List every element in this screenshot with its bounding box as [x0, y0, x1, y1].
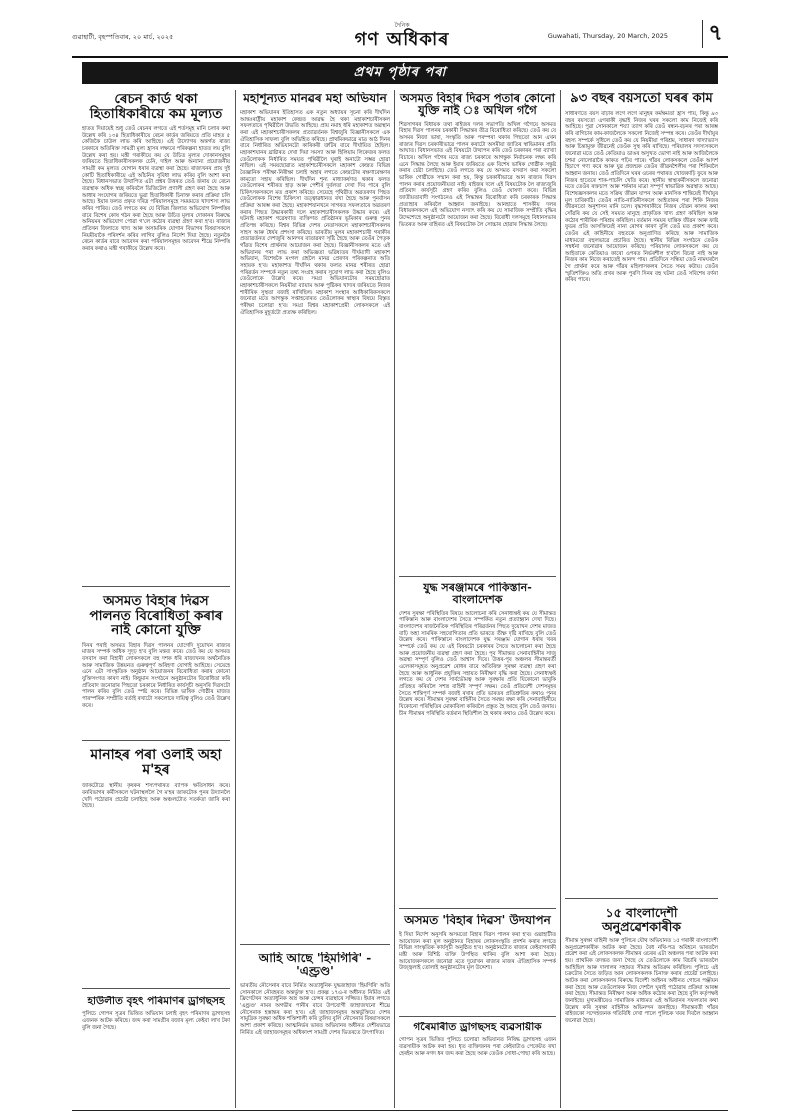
column-divider	[235, 90, 236, 1108]
logo-small-text: দৈনিক	[394, 22, 410, 29]
article-body: শিৱসাগৰৰ বিধায়ক তথা ৰাইজৰ দলৰ সভাপতি অখিল গগৈয়ে অসমত বিহাৰ দিৱস পালনৰ চৰকাৰী সিদ্ধান্তৰ তীব্ৰ বিৰোধিতা কৰিছে। তেওঁ কয় যে অসমৰ নিজা ভাষা, সংস্কৃতি আৰু পৰম্পৰা থকাৰ পিছতো আন এখন ৰাজ্যৰ দিৱস চৰকাৰীভাৱে পালন কৰাটো অসমীয়া জাতিৰ স্বাভিমানৰ প্ৰতি আঘাত। বিধানসভাত এই বিষয়টো উত্থাপন কৰি তেওঁ চৰকাৰৰ পৰা ব্যাখ্যা বিচাৰে। অখিল গগৈৰ মতে ৰাজ্য চৰকাৰে আগন্তুক নিৰ্বাচনক লক্ষ্য কৰি এনে সিদ্ধান্ত লৈছে আৰু ইয়াৰ জৰিয়তে এক বিশেষ ভাষিক গোষ্ঠীক সন্তুষ্ট কৰাৰ চেষ্টা চলাইছে। তেওঁ লগতে কয় যে অসমত বসবাস কৰা সকলো ভাষিক গোষ্ঠীকে সন্মান কৰা হয়, কিন্তু চৰকাৰীভাৱে আন ৰাজ্যৰ দিৱস পালন কৰাৰ প্ৰয়োজনীয়তা নাই। ৰাইজৰ দলে এই বিষয়টোক লৈ ৰাজ্যজুৰি প্ৰতিবাদ কাৰ্যসূচী গ্ৰহণ কৰিব বুলিও তেওঁ ঘোষণা কৰে। বিভিন্ন জাতীয়তাবাদী সংগঠনেও এই সিদ্ধান্তৰ বিৰোধিতা কৰি চৰকাৰক সিদ্ধান্ত প্ৰত্যাহাৰ কৰিবলৈ আহ্বান জনাইছে। আনহাতে শাসকীয় দলৰ বিধায়কসকলে এই অভিযোগ নস্যাৎ কৰি কয় যে সামাজিক সম্প্ৰীতি বৃদ্ধিৰ উদ্দেশ্যেহে অনুষ্ঠানটো আয়োজন কৰা হৈছে। বিৰোধী দলসমূহে বিধানসভাৰ ভিতৰত আৰু বাহিৰত এই বিষয়টোক লৈ সোচ্চাৰ হোৱাৰ সিদ্ধান্ত লৈছে।	[399, 121, 556, 228]
story-gold-smuggler	[399, 1022, 556, 1108]
story-himgiri	[240, 952, 390, 1108]
masthead	[72, 20, 728, 54]
headline: ৰেচন কাৰ্ড থকা হিতাধিকাৰীয়ে কম মূল্যত	[89, 92, 223, 122]
page-number: ৭	[702, 20, 728, 48]
story-bangladeshi-infiltrators	[565, 906, 718, 1108]
column-divider	[560, 90, 561, 1108]
article-body: দেশৰ সুৰক্ষা পৰিস্থিতিৰ বিষয়ে আলোচনা কৰি সেনাধ্যক্ষই কয় যে সীমান্তত পাকিস্তান আৰু বাংলাদেশৰ সৈতে সম্পৰ্কিত নতুন প্ৰত্যাহ্বান দেখা দিছে। বাংলাদেশৰ ৰাজনৈতিক পৰিস্থিতিৰ পৰিৱৰ্তনৰ পিছত দুয়োখন দেশৰ মাজত বাঢ়ি অহা সামৰিক সহযোগিতাৰ প্ৰতি ভাৰতে তীক্ষ্ণ দৃষ্টি ৰাখিছে বুলি তেওঁ উল্লেখ কৰে। পাকিস্তানে বাংলাদেশক যুদ্ধ সৰঞ্জাম যোগান ধৰাৰ খবৰ সম্পৰ্কে তেওঁ কয় যে এই বিষয়টো চৰকাৰৰ সৈতে আলোচনা কৰা হৈছে আৰু প্ৰয়োজনীয় ব্যৱস্থা গ্ৰহণ কৰা হৈছে। পূব সীমান্তত সেনাবাহিনীৰ সাজু অৱস্থা সম্পূৰ্ণ বুলিও তেওঁ আশ্বাস দিয়ে। উত্তৰ-পূব অঞ্চলৰ সীমান্তবৰ্তী এলেকাসমূহত অনুপ্ৰৱেশ ৰোধৰ বাবে অতিৰিক্ত সুৰক্ষা ব্যৱস্থা গ্ৰহণ কৰা হৈছে আৰু আধুনিক প্ৰযুক্তিৰ সহায়ত নিৰীক্ষণ বৃদ্ধি কৰা হৈছে। সেনাধ্যক্ষই লগতে কয় যে দেশৰ সাৰ্বভৌমত্ব আৰু সুৰক্ষাৰ প্ৰতি যিকোনো ভাবুকি প্ৰতিহত কৰিবলৈ সশস্ত্ৰ বাহিনী সম্পূৰ্ণ সক্ষম। তেওঁ প্ৰতিবেশী দেশসমূহৰ সৈতে শান্তিপূৰ্ণ সম্পৰ্ক বজাই ৰখাৰ প্ৰতি ভাৰতৰ প্ৰতিশ্ৰুতিৰ কথাও পুনৰ উল্লেখ কৰে। সীমান্তৰ সুৰক্ষা বাহিনীৰ সৈতে সমন্বয় ৰক্ষা কৰি সেনাবাহিনীয়ে যিকোনো পৰিস্থিতিৰ মোকাবিলা কৰিবলৈ প্ৰস্তুত হৈ আছে বুলি তেওঁ জনায়। চীন সীমান্তৰ পৰিস্থিতি বৰ্তমান স্থিতিশীল হৈ থকাৰ কথাও তেওঁ উল্লেখ কৰে।	[399, 610, 556, 717]
article-body: পুলিচে গোপন সূত্ৰৰ ভিত্তিত অভিযান চলাই বৃহৎ পৰিমাণৰ ড্ৰাগছসহ এজনক আটক কৰিছে। জব্দ কৰা সামগ্ৰীৰ বজাৰ মূল্য কেইবা লাখ টকা বুলি জনা গৈছে।	[82, 1011, 230, 1031]
headline: মানাহৰ পৰা ওলাই অহা ম'হৰ	[90, 748, 222, 779]
story-divider	[399, 576, 556, 577]
story-drugs-seized	[82, 996, 230, 1108]
headline: গৰৈমাৰীত ড্ৰাগছসহ ব্যৱসায়ীক	[413, 1022, 542, 1033]
headline: যুদ্ধ সৰঞ্জামৰে পাকিস্তান-বাংলাদেশক	[423, 582, 532, 606]
headline: ৯৩ বছৰ বয়সতো ঘৰৰ কাম	[570, 92, 713, 106]
article-body: হাতত দিয়ায়েই শুধু তেওঁ ৰেচনৰ লগতে এই শৰ্তসমূহ মানি চলাৰ কথা উল্লেখ কৰি ১৩৪ হিতাধিকাৰীয়ে ৰেচন কাৰ্ডৰ জৰিয়তে প্ৰতি মাহত ৫ কেজিকৈ চাউল লাভ কৰি আহিছে। এই উদ্যোগৰ অন্তৰ্গত ৰাজ্য চৰকাৰে অতিৰিক্ত সামগ্ৰী মূল্য হ্ৰাসৰ লক্ষ্যৰে পৰিকল্পনা হাতত লয় বুলি উল্লেখ কৰা হয়। মন্ত্ৰী গৰাকীয়ে কয় যে উচিত মূল্যৰ দোকানসমূহৰ জৰিয়তে হিতাধিকাৰীসকলক চেনি, দাইল আৰু অন্যান্য প্ৰয়োজনীয় সামগ্ৰী কম মূল্যত যোগান ধৰাৰ ব্যৱস্থা কৰা হৈছে। ৰাজ্যখনৰ প্ৰায় দুই কোটি হিতাধিকাৰীয়ে এই আঁচনিৰ সুবিধা লাভ কৰিব বুলি আশা কৰা হৈছে। বিধানসভাত উত্থাপিত এটা প্ৰশ্নৰ উত্তৰত তেওঁ জনায় যে ৰেচন ব্যৱস্থাক অধিক স্বচ্ছ কৰিবলৈ ডিজিটেল প্ৰণালী গ্ৰহণ কৰা হৈছে আৰু আধাৰ সংযোগৰ জৰিয়তে ভুৱা হিতাধিকাৰী চিনাক্ত কৰাৰ প্ৰক্ৰিয়া চলি আছে। ইয়াৰ ফলত প্ৰকৃত দৰিদ্ৰ পৰিয়ালসমূহে সময়মতে খাদ্যশস্য লাভ কৰিব পাৰিব। তেওঁ লগতে কয় যে বিভিন্ন জিলাত অভিযোগ নিষ্পত্তিৰ বাবে বিশেষ কোষ গঠন কৰা হৈছে আৰু উচিত মূল্যৰ দোকানৰ বিৰুদ্ধে অনিয়মৰ অভিযোগ পোৱা গ'লে কঠোৰ ব্যৱস্থা গ্ৰহণ কৰা হ'ব। ৰাজ্যৰ প্ৰতিখন জিলাতে খাদ্য আৰু অসামৰিক যোগান বিভাগৰ বিষয়াসকলে নিয়মীয়াকৈ পৰিদৰ্শন কৰিব লাগিব বুলিও নিৰ্দেশ দিয়া হৈছে। নতুনকৈ ৰেচন কাৰ্ডৰ বাবে আবেদন কৰা পৰিয়ালসমূহৰ আবেদন শীঘ্ৰে নিষ্পত্তি কৰাৰ কথাও মন্ত্ৰী গৰাকীয়ে উল্লেখ কৰে।	[82, 126, 230, 252]
article-body: ভাৰতীয় নৌসেনাৰ বাবে নিৰ্মিত অত্যাধুনিক যুদ্ধজাহাজ 'হিমগিৰি' অতি সোনকালে নৌবহৰত অন্তৰ্ভুক্ত হ'ব। প্ৰকল্প ১৭এ-ৰ অধীনত নিৰ্মিত এই ফ্ৰিগেটখন অত্যাধুনিক অস্ত্ৰ আৰু চেন্সৰ ব্যৱস্থাৰে সজ্জিত। ইয়াৰ লগতে 'এণ্ড্ৰণ্ড' নামৰ অগভীৰ পানীৰ বাবে উপযোগী জাহাজখনো শীঘ্ৰে নৌসেনাক হস্তান্তৰ কৰা হ'ব। এই জাহাজসমূহৰ অন্তৰ্ভুক্তিয়ে দেশৰ সামুদ্ৰিক সুৰক্ষা অধিক শক্তিশালী কৰি তুলিব বুলি নৌসেনাৰ বিষয়াসকলে আশা প্ৰকাশ কৰিছে। আত্মনিৰ্ভৰ ভাৰত অভিযানৰ অধীনত দেশীয়ভাৱে নিৰ্মিত এই জাহাজসমূহৰ অধিকাংশ সামগ্ৰী দেশৰ ভিতৰতে উৎপাদিত।	[240, 982, 390, 1036]
headline: আহি আছে 'হিমগিৰি' - 'এণ্ড্ৰণ্ড'	[258, 952, 372, 978]
article-body: গোপন সূত্ৰৰ ভিত্তিত পুলিচে চলোৱা অভিযানত নিষিদ্ধ ড্ৰাগছসহ এজন ব্যৱসায়ীক আটক কৰা হয়। ধৃত ব্যক্তিজনৰ পৰা কেইবাটাও পেকেটত ৰখা হেৰইন আৰু নগদ ধন জব্দ কৰা হৈছে আৰু তেওঁক সোধা-পোছা কৰি আছে।	[399, 1037, 556, 1057]
story-space-mission	[240, 92, 390, 938]
story-divider	[399, 1016, 556, 1017]
article-body: ই দিয়া নিৰ্দেশ অনুসৰি অসমতো বিহাৰ দিৱস পালন কৰা হ'ব। গুৱাহাটীত আয়োজন কৰা মূল অনুষ্ঠানত বিহাৰৰ লোকসংস্কৃতি প্ৰদৰ্শন কৰাৰ লগতে বিভিন্ন সাংস্কৃতিক কাৰ্যসূচী অনুষ্ঠিত হ'ব। অনুষ্ঠানটোত ৰাজ্যৰ কেইবাগৰাকী মন্ত্ৰী আৰু বিশিষ্ট ব্যক্তি উপস্থিত থাকিব বুলি আশা কৰা হৈছে। আয়োজকসকলে জনোৱা মতে দুয়োখন ৰাজ্যৰ মাজৰ ঐতিহাসিক সম্পৰ্ক উজ্জ্বলাই তোলাই অনুষ্ঠানটোৰ মূল উদ্দেশ্য।	[399, 931, 556, 972]
headline: অসমত বিহাৰ দিৱস পতাৰ কোনো যুক্তি নাই ঃ অখিল গগৈ	[400, 92, 555, 118]
headline: অসমত বিহাৰ দিৱস পালনত বিৰোধিতা কৰাৰ নাই কোনো যুক্তি	[89, 594, 223, 639]
story-divider	[82, 740, 230, 741]
newspaper-logo	[332, 22, 472, 50]
article-body: সীমান্ত সুৰক্ষা বাহিনী আৰু পুলিচৰ যৌথ অভিযানত ১৫ গৰাকী বাংলাদেশী অনুপ্ৰৱেশকাৰীক আটক কৰা হৈছে। বৈধ নথি-পত্ৰ অবিহনে ভাৰতলৈ প্ৰৱেশ কৰা এই লোকসকলক সীমান্তৰ ওচৰৰ এটা অঞ্চলৰ পৰা আটক কৰা হয়। প্ৰাথমিক তদন্তত জনা গৈছে যে তেওঁলোকে কাম বিচাৰি ভাৰতলৈ আহিছিল আৰু দালালৰ সহায়ত সীমান্ত অতিক্ৰম কৰিছিল। পুলিচে এই চক্ৰটোৰ সৈতে জড়িত আন লোকসকলক চিনাক্ত কৰাৰ প্ৰচেষ্টা চলাইছে। আটক কৰা লোকসকলৰ বিৰুদ্ধে বিদেশী আইনৰ অধীনত গোচৰ পঞ্জীয়ন কৰা হৈছে আৰু তেওঁলোকক নিজ দেশলৈ ঘূৰাই পঠোৱাৰ প্ৰক্ৰিয়া আৰম্ভ কৰা হৈছে। সীমান্তত নিৰীক্ষণ আৰু অধিক কঠোৰ কৰা হৈছে বুলি কৰ্তৃপক্ষই জনাইছে। মুখ্যমন্ত্ৰীয়েও সামাজিক মাধ্যমত এই অভিযানৰ সফলতাৰ কথা উল্লেখ কৰি সুৰক্ষা বাহিনীক অভিনন্দন জনাইছে। সীমান্তবৰ্তী গাঁৱৰ ৰাইজকো সন্দেহজনক গতিবিধি দেখা পালে পুলিচক খবৰ দিবলৈ আহ্বান জনোৱা হৈছে।	[565, 938, 718, 1024]
article-body: দিনৰ পৰাই অসমত বিহাৰ দিৱস পালনৰ যোগেদি দুয়োখন ৰাজ্যৰ মাজৰ সম্পৰ্ক অধিক সুদৃঢ় হ'ব বুলি মন্তব্য কৰে। তেওঁ কয় যে অসমত বসবাস কৰা বিহাৰী লোকসকলে বহু দশক ধৰি ৰাজ্যখনৰ অৰ্থনৈতিক আৰু সামাজিক উন্নয়নত গুৰুত্বপূৰ্ণ অৰিহণা যোগাই আহিছে। সেয়েহে এনে এটা সাংস্কৃতিক অনুষ্ঠান আয়োজনৰ বিৰোধিতা কৰাৰ কোনো যুক্তিসংগত কাৰণ নাই। কিছুমান সংগঠনে অনুষ্ঠানটোৰ বিৰোধিতা কৰি প্ৰতিবাদ জনোৱাৰ পিছতো চৰকাৰে নিৰ্ধাৰিত কাৰ্যসূচী অনুসৰি দিৱসটো পালন কৰিব বুলি তেওঁ স্পষ্ট কৰে। বিভিন্ন ভাষিক গোষ্ঠীৰ মাজত পাৰস্পৰিক সম্প্ৰীতি বৰ্তাই ৰখাটো সকলোৰে দায়িত্ব বুলিও তেওঁ উল্লেখ কৰে।	[82, 642, 230, 709]
story-bihar-day-opposition	[82, 594, 230, 734]
story-divider	[240, 944, 390, 945]
page-bottom-rule	[72, 1110, 728, 1111]
story-army-chief-pakistan	[399, 582, 556, 902]
story-divider	[82, 988, 230, 989]
story-bihar-day-no-reason	[399, 92, 556, 570]
story-ration-card	[82, 92, 230, 580]
headline: মহাশূন্যত মানৱৰ মহা অভিযান	[243, 92, 387, 105]
story-ninety-three	[565, 92, 718, 892]
headline: হাউলীত বৃহৎ পৰিমাণৰ ড্ৰাগছসহ	[87, 996, 225, 1007]
story-divider	[82, 586, 230, 587]
story-bihar-day-celebration	[399, 914, 556, 1010]
article-body: মহাকাশ অভিযানৰ ইতিহাসত এক নতুন অধ্যায়ৰ সূচনা কৰি দীৰ্ঘদিন আন্তঃৰাষ্ট্ৰীয় মহাকাশ কেন্দ্ৰত আৱদ্ধ হৈ থকা মহাকাশচাৰীসকল সফলতাৰে পৃথিৱীলৈ উভতি আহিছে। প্ৰায় নমাহ ধৰি মহাকাশত অৱস্থান কৰা এই মহাকাশচাৰীসকলৰ প্ৰত্যাৱৰ্তনক বিশ্বজুৰি বিজ্ঞানীসকলে এক ঐতিহাসিক সাফল্য বুলি অভিহিত কৰিছে। প্ৰাথমিকভাৱে মাত্ৰ আঠ দিনৰ বাবে নিৰ্ধাৰিত অভিযানটো কাৰিকৰী ত্ৰুটিৰ বাবে দীৰ্ঘায়িত হৈছিল। মহাকাশযানৰ থ্ৰাষ্টাৰত দেখা দিয়া সমস্যা আৰু হিলিয়াম লিকেজৰ ফলত তেওঁলোকক নিৰ্ধাৰিত সময়ত পৃথিৱীলৈ ঘূৰাই অনাটো সম্ভৱ হোৱা নাছিল। এই সময়ছোৱাত মহাকাশচাৰীসকলে মহাকাশ কেন্দ্ৰত বিভিন্ন বৈজ্ঞানিক পৰীক্ষা-নিৰীক্ষা চলাই অহাৰ লগতে কেন্দ্ৰটোৰ ৰক্ষণাবেক্ষণৰ কামতো সহায় কৰিছিল। দীৰ্ঘদিন শূন্য মাধ্যাকৰ্ষণত থকাৰ ফলত তেওঁলোকৰ শৰীৰত হাড় আৰু পেশীৰ দুৰ্বলতা দেখা দিব পাৰে বুলি চিকিৎসকসকলে মত প্ৰকাশ কৰিছে। সেয়েহে পৃথিৱীত অৱতৰণৰ পিছত তেওঁলোকক বিশেষ চিকিৎসা তত্ত্বাৱধানত ৰখা হৈছে আৰু পুনৰ্বাসন প্ৰক্ৰিয়া আৰম্ভ কৰা হৈছে। মহাকাশযানখনে সাগৰত সফলতাৰে অৱতৰণ কৰাৰ পিছত উদ্ধাৰকাৰী দলে মহাকাশচাৰীসকলক উদ্ধাৰ কৰে। এই ঘটনাই মহাকাশ গৱেষণাত ব্যক্তিগত প্ৰতিষ্ঠানৰ ভূমিকাৰ গুৰুত্ব পুনৰ প্ৰতিপন্ন কৰিছে। বিশ্বৰ বিভিন্ন দেশৰ নেতাসকলে মহাকাশচাৰীসকলৰ সাহস আৰু ধৈৰ্যৰ প্ৰশংসা কৰিছে। ভাৰতীয় মূলৰ মহাকাশচাৰী গৰাকীৰ প্ৰত্যাৱৰ্তনত দেশজুৰি আনন্দৰ বাতাৱৰণ সৃষ্টি হৈছে আৰু তেওঁৰ পৈতৃক গাঁৱত বিশেষ প্ৰাৰ্থনাৰ আয়োজন কৰা হৈছে। বিজ্ঞানীসকলৰ মতে এই অভিযানৰ পৰা লাভ কৰা অভিজ্ঞতা ভৱিষ্যতৰ দীৰ্ঘম্যাদী মহাকাশ অভিযান, বিশেষকৈ মংগল গ্ৰহলৈ মানৱ প্ৰেৰণৰ পৰিকল্পনাত অতি সহায়ক হ'ব। মহাকাশত দীৰ্ঘদিন থকাৰ ফলত মানৱ শৰীৰত হোৱা পৰিৱৰ্তন সম্পৰ্কে নতুন তথ্য সংগ্ৰহ কৰাৰ সুযোগ লাভ কৰা হৈছে বুলিও তেওঁলোকে উল্লেখ কৰে। সমগ্ৰ অভিযানটোৰ সময়ছোৱাত মহাকাশচাৰীসকলে নিয়মীয়া ব্যায়াম আৰু পুষ্টিকৰ খাদ্যৰ জৰিয়তে নিজৰ শাৰীৰিক সুস্থতা বজাই ৰাখিছিল। মহাকাশ সংস্থাৰ আধিকাৰিকসকলে জনোৱা মতে আগন্তুক সপ্তাহবোৰত তেওঁলোকৰ স্বাস্থ্যৰ বিষয়ে বিস্তৃত পৰীক্ষা চলোৱা হ'ব। সমগ্ৰ বিশ্বৰ মহাকাশপ্ৰেমী লোকসকলে এই ঐতিহাসিক মুহূৰ্তটো প্ৰত্যক্ষ কৰিছিল।	[240, 109, 390, 316]
headline: অসমত 'বিহাৰ দিৱস' উদযাপন	[404, 914, 551, 927]
headline: ১৫ বাংলাদেশী অনুপ্ৰৱেশকাৰীক	[601, 906, 682, 934]
article-body: সাধাৰণতে বয়স বাঢ়াৰ লগে লগে মানুহৰ কৰ্মক্ষমতা হ্ৰাস পায়, কিন্তু ৯৩ বছৰ বয়সতো এগৰাকী বৃদ্ধাই নিজৰ ঘৰৰ সকলো কাম নিজেই কৰি আহিছে। পুৱা সোনকালে শয্যা ত্যাগ কৰি তেওঁ ৰন্ধন-বঢ়নৰ পৰা আৰম্ভ কৰি বাগিচাৰ কাম-কাজলৈকে সকলো নিজেই সম্পন্ন কৰে। তেওঁৰ দীৰ্ঘায়ুৰ ৰহস্য সম্পৰ্কে সুধিলে তেওঁ কয় যে নিয়মীয়া পৰিশ্ৰম, সাধাৰণ খাদ্যাভ্যাস আৰু চিন্তামুক্ত জীৱনেই তেওঁক সুস্থ কৰি ৰাখিছে। পৰিয়ালৰ সদস্যসকলে জনোৱা মতে তেওঁ কেতিয়াও ডাঙৰ অসুখত ভোগা নাই আৰু আজিলৈকে চশমা নোলোৱাকৈ কাকত পঢ়িব পাৰে। গাঁৱৰ লোকসকলে তেওঁক আদৰ্শ হিচাপে গণ্য কৰে আৰু যুৱ প্ৰজন্মক তেওঁৰ জীৱনশৈলীৰ পৰা শিকিবলৈ আহ্বান জনায়। তেওঁ প্ৰতিদিনে ঘৰৰ ওচৰৰ পথাৰত খোজকাঢ়ি ফুৰে আৰু নিজৰ হাতেৰে শাক-পাচলি খেতি কৰে। স্থানীয় স্বাস্থ্যকৰ্মীসকলে জনোৱা মতে তেওঁৰ ৰক্তচাপ আৰু শৰ্কৰাৰ মাত্ৰা সম্পূৰ্ণ স্বাভাৱিক অৱস্থাত আছে। বিশেষজ্ঞসকলৰ মতে সক্ৰিয় জীৱন যাপন আৰু মানসিক শান্তিয়েই দীৰ্ঘায়ুৰ মূল চাবিকাঠি। তেওঁৰ নাতি-নাতিনীসকলে আইতাকৰ পৰা শিকি নিজৰ জীৱনতো অনুশাসন মানি চলে। বৃদ্ধাগৰাকীয়ে নিজৰ যৌৱন কালৰ কথা সোঁৱৰি কয় যে সেই সময়ত মানুহে প্ৰাকৃতিক খাদ্য গ্ৰহণ কৰিছিল আৰু কঠোৰ শাৰীৰিক পৰিশ্ৰম কৰিছিল। বৰ্তমান সময়ৰ যান্ত্ৰিক জীৱন আৰু ফাষ্ট ফুডৰ প্ৰতি আসক্তিয়েই নানা ৰোগৰ কাৰণ বুলি তেওঁ মত প্ৰকাশ কৰে। তেওঁৰ এই কাহিনীয়ে বহুতকে অনুপ্ৰাণিত কৰিছে আৰু সামাজিক মাধ্যমতো বহুলভাৱে প্ৰচাৰিত হৈছে। স্থানীয় বিভিন্ন সংগঠনে তেওঁক সম্বৰ্ধনা জনোৱাৰ আয়োজন কৰিছে। পৰিয়ালৰ লোকসকলে কয় যে আইতাকে কেতিয়াও কাৰো ওপৰত নিৰ্ভৰশীল হ'বলৈ বিচৰা নাই আৰু নিজৰ কাম নিজে কৰাতেই আনন্দ পায়। প্ৰতিদিনে সন্ধিয়া তেওঁ নামঘৰলৈ গৈ প্ৰাৰ্থনা কৰে আৰু গাঁৱৰ মহিলাসকলৰ সৈতে সময় কটায়। তেওঁৰ স্মৃতিশক্তিও অতি প্ৰখৰ আৰু পুৰণি দিনৰ বহু ঘটনা তেওঁ সবিশেষ বৰ্ণনা কৰিব পাৰে।	[565, 111, 718, 284]
masthead-rule	[72, 56, 728, 58]
masthead-date-assamese: গুৱাহাটী, বৃহস্পতিবাৰ, ২০ মাৰ্চ, ২০২৫	[72, 33, 174, 41]
column-divider	[394, 90, 395, 1108]
masthead-date-english: Guwahati, Thursday, 20 March, 2025	[547, 32, 668, 40]
story-divider	[565, 898, 718, 899]
story-divider	[399, 908, 556, 909]
story-manahor	[82, 748, 230, 982]
section-banner: প্ৰথম পৃষ্ঠাৰ পৰা	[82, 62, 718, 84]
logo-title: গণ অধিকাৰ	[354, 29, 450, 50]
article-body: জাকটোৱে স্থানীয় কৃষকৰ শস্যপথাৰত ব্যাপক ক্ষতিসাধন কৰে। বনবিভাগৰ কৰ্মীসকলে ঘটনাস্থললৈ গৈ ম'হৰ জাকটোক পুনৰ উদ্যানলৈ খেদি পঠোৱাৰ প্ৰচেষ্টা চলাইছে আৰু অঞ্চলটোত সতৰ্কতা জাৰি কৰা হৈছে।	[82, 783, 230, 810]
